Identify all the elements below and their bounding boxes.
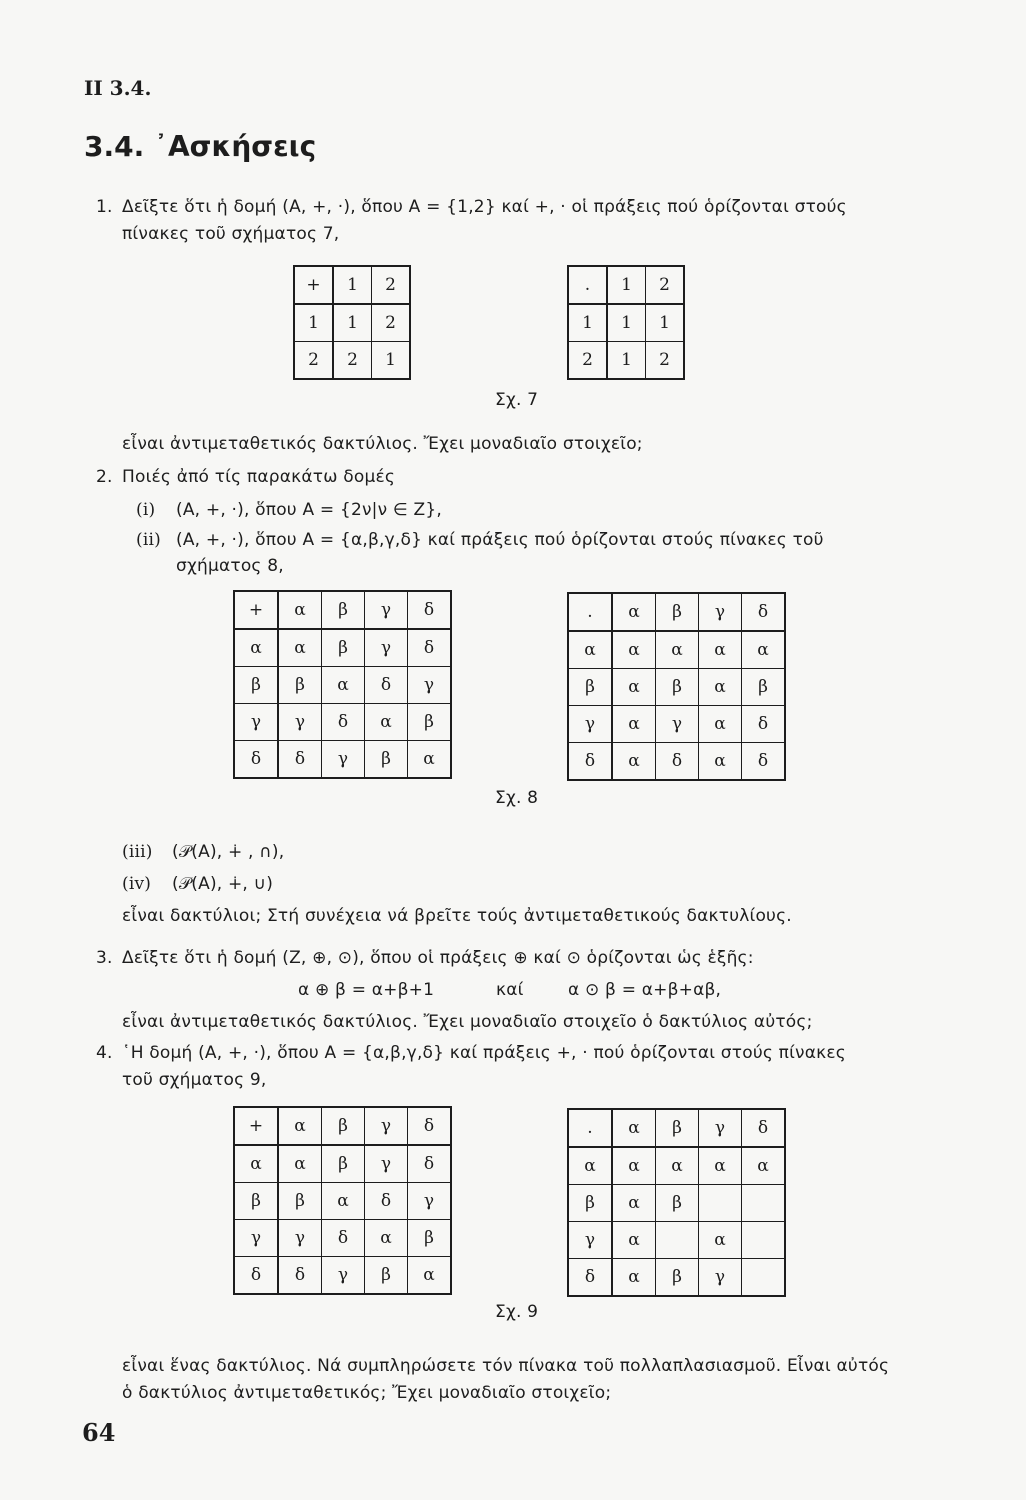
table-cell: γ xyxy=(278,704,322,741)
table-cell: δ xyxy=(322,704,365,741)
table-header-cell: α xyxy=(278,1107,322,1145)
ex3-question: εἶναι ἀντιμεταθετικός δακτύλιος. Ἔχει μοναδιαῖο στοιχεῖο ὁ δακτύλιος αὐτός; xyxy=(122,1012,813,1032)
fig8-addition-table xyxy=(233,590,452,779)
table-row xyxy=(568,304,684,342)
table-header-cell: γ xyxy=(365,1107,408,1145)
table-cell: δ xyxy=(365,1183,408,1220)
table-header-cell: β xyxy=(322,591,365,629)
table-header-cell: α xyxy=(568,631,612,669)
table-row xyxy=(234,1257,451,1295)
table-row xyxy=(568,669,785,706)
table-cell: γ xyxy=(408,667,452,704)
table-cell: β xyxy=(742,669,786,706)
table-header-row xyxy=(568,266,684,304)
ex4-question-line1: εἶναι ἕνας δακτύλιος. Νά συμπληρώσετε τόν πίνακα τοῦ πολλαπλασιασμοῦ. Εἶναι αὐτός xyxy=(122,1356,890,1376)
table-header-cell: . xyxy=(568,266,607,304)
table-header-cell: 2 xyxy=(568,342,607,380)
table-header-cell: γ xyxy=(234,704,278,741)
table-cell xyxy=(656,1222,699,1259)
table-header-cell: β xyxy=(322,1107,365,1145)
table-cell: α xyxy=(408,1257,452,1295)
table-cell: β xyxy=(656,1185,699,1222)
table-cell: α xyxy=(612,1147,656,1185)
table-row xyxy=(568,743,785,781)
ex3-formula-right: α ⊙ β = α+β+αβ, xyxy=(568,980,722,1000)
table-header-row xyxy=(568,593,785,631)
table-header-cell: 2 xyxy=(294,342,333,380)
table-cell: δ xyxy=(656,743,699,781)
ex2-ii-text2: σχήματος 8, xyxy=(176,556,284,576)
table-cell: 1 xyxy=(333,304,372,342)
table-cell: γ xyxy=(278,1220,322,1257)
ex2-iv-text: (𝒫(A), ∔, ∪) xyxy=(172,874,274,894)
table-header-cell: α xyxy=(612,1109,656,1147)
ex4-line1: ῾Η δομή (A, +, ·), ὅπου A = {α,β,γ,δ} καί πράξεις +, · πού ὁρίζονται στούς πίνακες xyxy=(122,1043,846,1063)
table-row xyxy=(568,1147,785,1185)
table-cell: γ xyxy=(322,741,365,779)
table-cell: β xyxy=(656,1259,699,1297)
table-row xyxy=(234,1145,451,1183)
table-header-cell: . xyxy=(568,593,612,631)
ex2-ii-label: (ii) xyxy=(136,530,161,550)
table-cell: 1 xyxy=(646,304,685,342)
table-header-cell: 1 xyxy=(294,304,333,342)
table-header-row xyxy=(234,591,451,629)
ex2-ii-text: (A, +, ·), ὅπου A = {α,β,γ,δ} καί πράξεις πού ὁρίζονται στούς πίνακες τοῦ xyxy=(176,530,824,550)
table-cell xyxy=(742,1222,786,1259)
table-header-cell: δ xyxy=(568,743,612,781)
fig7-multiplication-table xyxy=(567,265,685,380)
table-cell: 1 xyxy=(372,342,411,380)
table-header-cell: β xyxy=(656,1109,699,1147)
table-cell: β xyxy=(365,741,408,779)
table-cell: 2 xyxy=(333,342,372,380)
table-cell: β xyxy=(278,1183,322,1220)
table-header-cell: 1 xyxy=(568,304,607,342)
table-header-cell: α xyxy=(234,1145,278,1183)
ex3-line1: Δεῖξτε ὅτι ἡ δομή (Z, ⊕, ⊙), ὅπου οἱ πράξεις ⊕ καί ⊙ ὁρίζονται ὡς ἑξῆς: xyxy=(122,948,754,968)
table-header-cell: γ xyxy=(568,1222,612,1259)
table-cell: δ xyxy=(408,629,452,667)
table-cell: β xyxy=(322,629,365,667)
table-cell: α xyxy=(365,704,408,741)
table-cell: δ xyxy=(408,1145,452,1183)
table-header-cell: δ xyxy=(742,1109,786,1147)
table-row xyxy=(234,1220,451,1257)
table-header-cell: + xyxy=(294,266,333,304)
table-header-cell: β xyxy=(234,667,278,704)
table-cell: α xyxy=(699,706,742,743)
table-header-cell: δ xyxy=(568,1259,612,1297)
table-cell: α xyxy=(278,1145,322,1183)
table-row xyxy=(568,1259,785,1297)
table-cell: 1 xyxy=(607,342,646,380)
ex4-question-line2: ὁ δακτύλιος ἀντιμεταθετικός; Ἔχει μοναδιαῖο στοιχεῖο; xyxy=(122,1383,612,1403)
table-row xyxy=(568,1222,785,1259)
table-cell: β xyxy=(656,669,699,706)
table-cell: α xyxy=(365,1220,408,1257)
fig7-addition-table xyxy=(293,265,411,380)
table-header-cell: α xyxy=(612,593,656,631)
table-cell: γ xyxy=(656,706,699,743)
table-header-cell: γ xyxy=(699,1109,742,1147)
table-cell: α xyxy=(656,1147,699,1185)
table-header-cell: γ xyxy=(365,591,408,629)
ex2-question: εἶναι δακτύλιοι; Στή συνέχεια νά βρεῖτε τούς ἀντιμεταθετικούς δακτυλίους. xyxy=(122,906,792,926)
table-header-cell: + xyxy=(234,591,278,629)
table-cell: α xyxy=(612,1259,656,1297)
fig8-multiplication-table xyxy=(567,592,786,781)
fig7-caption: Σχ. 7 xyxy=(495,390,539,410)
ex3-number: 3. xyxy=(96,948,113,968)
table-header-cell: 1 xyxy=(607,266,646,304)
ex3-formula-left: α ⊕ β = α+β+1 xyxy=(298,980,435,1000)
table-row xyxy=(234,1183,451,1220)
table-cell xyxy=(699,1185,742,1222)
ex2-i-text: (A, +, ·), ὅπου A = {2ν|ν ∈ Z}, xyxy=(176,500,442,520)
table-row xyxy=(568,342,684,380)
table-row xyxy=(234,704,451,741)
table-header-row xyxy=(294,266,410,304)
table-cell: β xyxy=(322,1145,365,1183)
table-cell: α xyxy=(656,631,699,669)
table-cell: β xyxy=(278,667,322,704)
table-cell: α xyxy=(612,743,656,781)
table-cell: γ xyxy=(408,1183,452,1220)
table-header-cell: . xyxy=(568,1109,612,1147)
table-row xyxy=(568,706,785,743)
table-cell: γ xyxy=(699,1259,742,1297)
table-cell: α xyxy=(699,1222,742,1259)
table-cell: α xyxy=(699,1147,742,1185)
table-header-row xyxy=(234,1107,451,1145)
ex2-i-label: (i) xyxy=(136,500,156,520)
table-cell: δ xyxy=(322,1220,365,1257)
table-cell: α xyxy=(278,629,322,667)
ex2-intro: Ποιές ἀπό τίς παρακάτω δομές xyxy=(122,467,396,487)
table-cell: 2 xyxy=(646,342,685,380)
table-header-cell: α xyxy=(234,629,278,667)
table-cell: β xyxy=(365,1257,408,1295)
table-cell: δ xyxy=(278,1257,322,1295)
ex2-iii-text: (𝒫(A), ∔ , ∩), xyxy=(172,842,285,862)
ex1-line2: πίνακες τοῦ σχήματος 7, xyxy=(122,224,340,244)
table-cell: α xyxy=(322,667,365,704)
table-header-cell: 1 xyxy=(333,266,372,304)
ex1-number: 1. xyxy=(96,197,113,217)
fig9-addition-table xyxy=(233,1106,452,1295)
ex2-iv-label: (iv) xyxy=(122,874,152,894)
ex4-line2: τοῦ σχήματος 9, xyxy=(122,1070,267,1090)
table-cell: α xyxy=(742,1147,786,1185)
table-cell: α xyxy=(408,741,452,779)
table-row xyxy=(234,667,451,704)
table-cell: δ xyxy=(742,706,786,743)
table-header-cell: δ xyxy=(408,1107,452,1145)
table-cell: α xyxy=(612,706,656,743)
table-header-cell: β xyxy=(234,1183,278,1220)
fig9-caption: Σχ. 9 xyxy=(495,1302,539,1322)
table-row xyxy=(234,629,451,667)
table-cell: δ xyxy=(742,743,786,781)
fig9-multiplication-table xyxy=(567,1108,786,1297)
table-header-cell: β xyxy=(568,669,612,706)
table-header-cell: + xyxy=(234,1107,278,1145)
table-header-cell: γ xyxy=(568,706,612,743)
table-cell xyxy=(742,1185,786,1222)
table-header-cell: δ xyxy=(742,593,786,631)
ex2-number: 2. xyxy=(96,467,113,487)
ex2-iii-label: (iii) xyxy=(122,842,153,862)
table-cell: α xyxy=(699,669,742,706)
table-row xyxy=(568,1185,785,1222)
ex1-line1: Δεῖξτε ὅτι ἡ δομή (A, +, ·), ὅπου A = {1,2} καί +, · οἱ πράξεις πού ὁρίζονται στούς xyxy=(122,197,847,217)
table-cell: 2 xyxy=(372,304,411,342)
table-row xyxy=(234,741,451,779)
table-row xyxy=(568,631,785,669)
table-cell: γ xyxy=(365,1145,408,1183)
page-title: 3.4. ᾿Ασκήσεις xyxy=(84,130,317,163)
table-cell: α xyxy=(612,669,656,706)
ex3-formula-and: καί xyxy=(496,980,524,1000)
table-cell: γ xyxy=(322,1257,365,1295)
table-header-cell: δ xyxy=(234,741,278,779)
table-cell: α xyxy=(322,1183,365,1220)
table-cell: γ xyxy=(365,629,408,667)
fig8-caption: Σχ. 8 xyxy=(495,788,539,808)
ex1-question: εἶναι ἀντιμεταθετικός δακτύλιος. Ἔχει μοναδιαῖο στοιχεῖο; xyxy=(122,434,643,454)
table-cell: β xyxy=(408,704,452,741)
table-header-cell: 2 xyxy=(646,266,685,304)
table-header-cell: α xyxy=(568,1147,612,1185)
table-header-cell: γ xyxy=(234,1220,278,1257)
table-cell: δ xyxy=(365,667,408,704)
table-row xyxy=(294,304,410,342)
page-number: 64 xyxy=(82,1418,116,1447)
table-header-row xyxy=(568,1109,785,1147)
table-header-cell: β xyxy=(656,593,699,631)
table-header-cell: δ xyxy=(234,1257,278,1295)
table-cell: α xyxy=(612,631,656,669)
table-cell: α xyxy=(742,631,786,669)
ex4-number: 4. xyxy=(96,1043,113,1063)
table-header-cell: α xyxy=(278,591,322,629)
table-cell: α xyxy=(699,631,742,669)
table-cell: α xyxy=(612,1185,656,1222)
table-header-cell: δ xyxy=(408,591,452,629)
table-header-cell: γ xyxy=(699,593,742,631)
table-row xyxy=(294,342,410,380)
table-header-cell: 2 xyxy=(372,266,411,304)
table-header-cell: β xyxy=(568,1185,612,1222)
table-cell: 1 xyxy=(607,304,646,342)
table-cell: α xyxy=(612,1222,656,1259)
table-cell xyxy=(742,1259,786,1297)
table-cell: δ xyxy=(278,741,322,779)
table-cell: β xyxy=(408,1220,452,1257)
table-cell: α xyxy=(699,743,742,781)
section-ref: II 3.4. xyxy=(84,76,152,100)
